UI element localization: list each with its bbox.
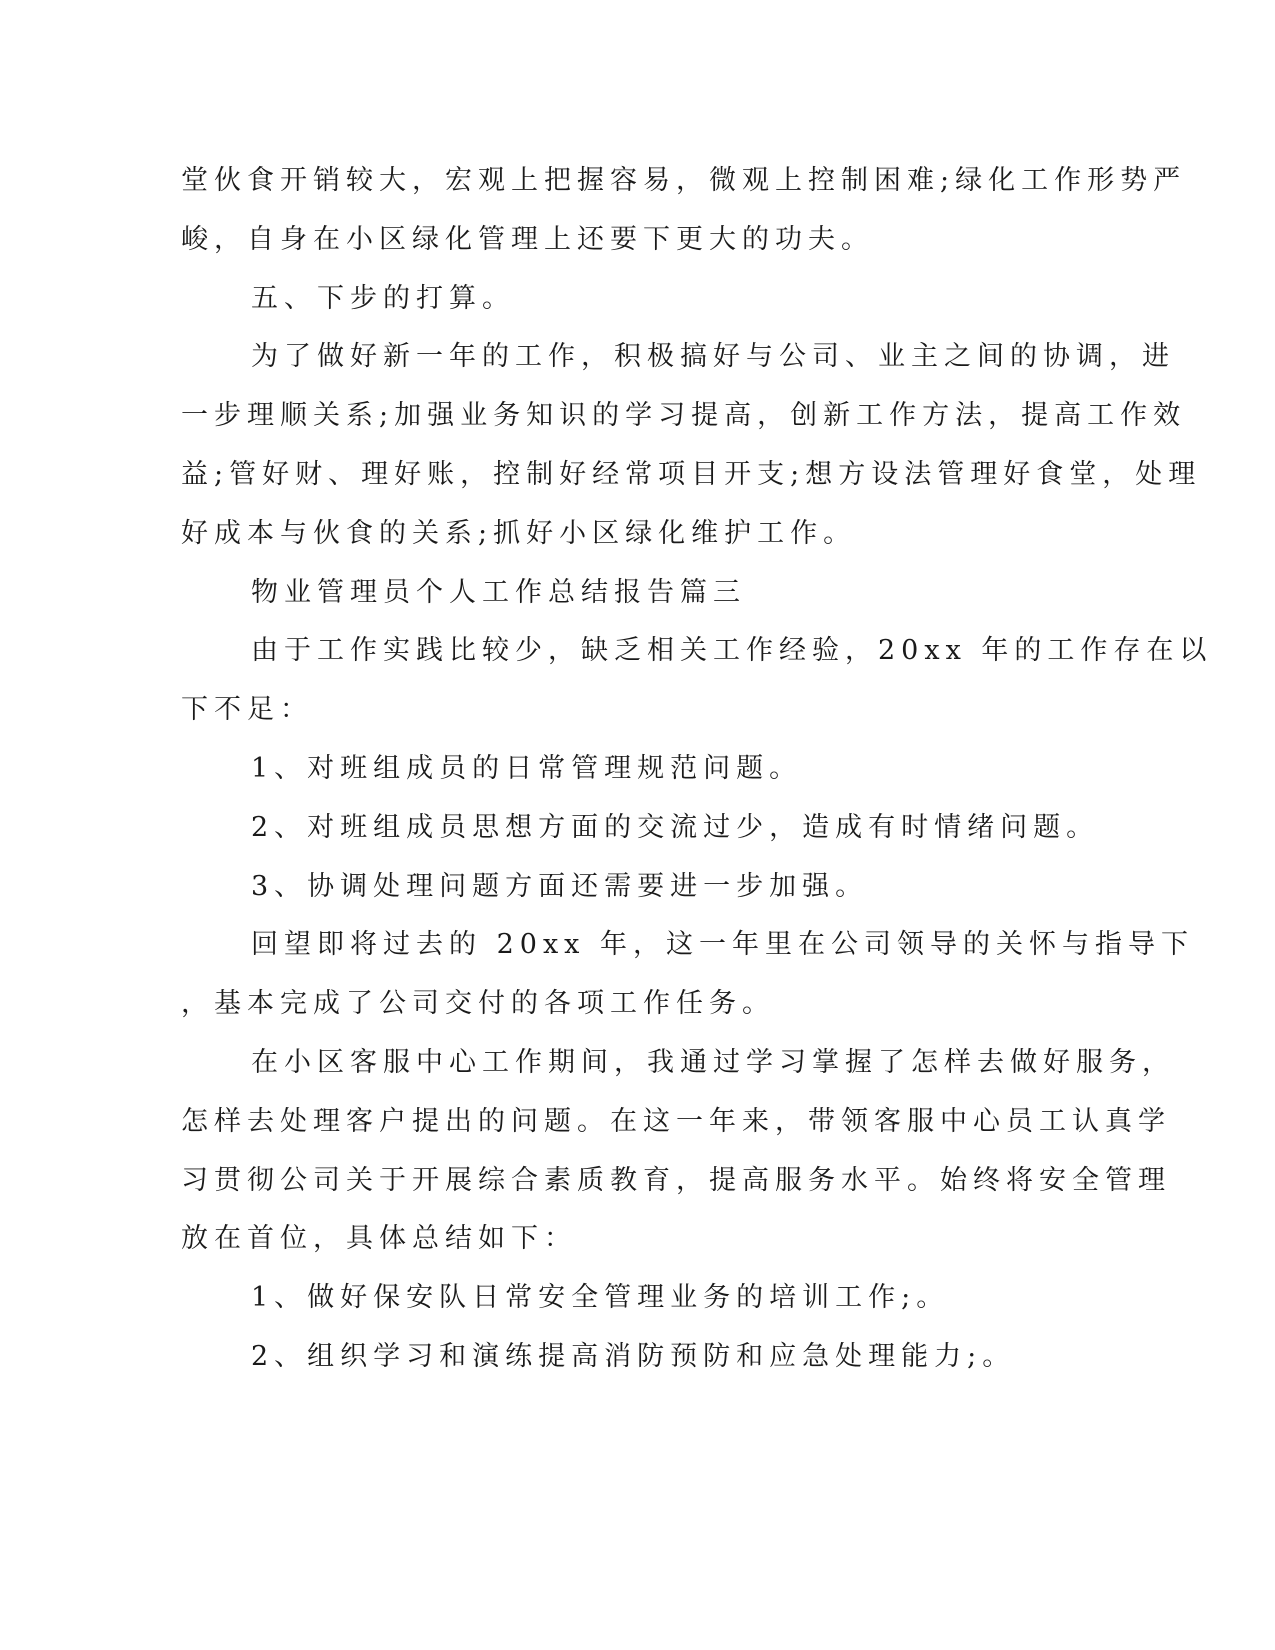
text-line: ，基本完成了公司交付的各项工作任务。 xyxy=(181,988,775,1020)
section-heading: 五、下步的打算。 xyxy=(251,282,515,314)
paragraph-start: 为了做好新一年的工作，积极搞好与公司、业主之间的协调，进 xyxy=(251,341,1175,373)
text-line: 堂伙食开销较大，宏观上把握容易，微观上控制困难;绿化工作形势严 xyxy=(181,165,1187,196)
text-line: 一步理顺关系;加强业务知识的学习提高，创新工作方法，提高工作效 xyxy=(181,400,1187,432)
text-line: 放在首位，具体总结如下： xyxy=(181,1223,577,1255)
paragraph-start: 回望即将过去的 20xx 年，这一年里在公司领导的关怀与指导下 xyxy=(251,929,1194,961)
text-line: 益;管好财、理好账，控制好经常项目开支;想方设法管理好食堂，处理 xyxy=(181,458,1202,490)
list-item: 1、做好保安队日常安全管理业务的培训工作;。 xyxy=(251,1282,950,1314)
section-title: 物业管理员个人工作总结报告篇三 xyxy=(251,576,746,608)
list-item: 2、对班组成员思想方面的交流过少，造成有时情绪问题。 xyxy=(251,811,1100,843)
list-item: 1、对班组成员的日常管理规范问题。 xyxy=(251,752,803,784)
list-item: 3、协调处理问题方面还需要进一步加强。 xyxy=(251,870,869,902)
text-line: 下不足： xyxy=(181,694,313,726)
list-item: 2、组织学习和演练提高消防预防和应急处理能力;。 xyxy=(251,1340,1016,1372)
text-line: 怎样去处理客户提出的问题。在这一年来，带领客服中心员工认真学 xyxy=(181,1105,1171,1137)
text-line: 好成本与伙食的关系;抓好小区绿化维护工作。 xyxy=(181,517,857,549)
text-line: 峻，自身在小区绿化管理上还要下更大的功夫。 xyxy=(181,223,874,255)
paragraph-start: 在小区客服中心工作期间，我通过学习掌握了怎样去做好服务， xyxy=(251,1046,1175,1078)
paragraph-start: 由于工作实践比较少，缺乏相关工作经验，20xx 年的工作存在以 xyxy=(251,635,1213,667)
document-body xyxy=(181,152,1213,1387)
text-line: 习贯彻公司关于开展综合素质教育，提高服务水平。始终将安全管理 xyxy=(181,1164,1171,1196)
